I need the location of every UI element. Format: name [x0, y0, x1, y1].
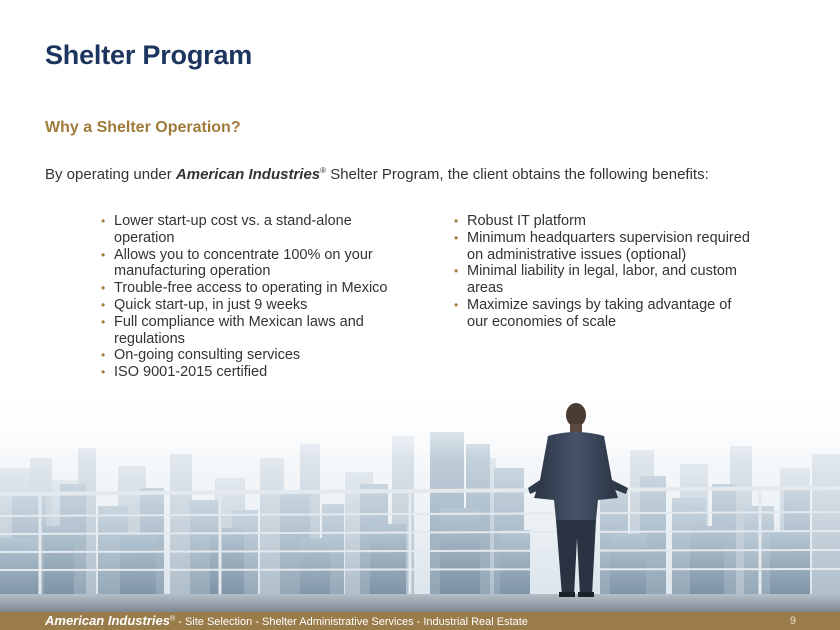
benefit-text: Allows you to concentrate 100% on your manufacturing operation [114, 246, 373, 280]
benefit-item [454, 230, 754, 264]
footer-bar [0, 612, 840, 630]
benefit-item [101, 364, 401, 381]
page-number: 9 [789, 615, 796, 627]
slide-subtitle: Why a Shelter Operation? [45, 119, 241, 136]
bullet-icon: • [454, 297, 459, 312]
bullet-icon: • [101, 214, 106, 228]
benefit-item [101, 314, 401, 348]
footer-brand: American Industries [45, 613, 170, 628]
benefit-item [101, 297, 401, 314]
benefit-text: Minimal liability in legal, labor, and custom areas [467, 263, 737, 297]
benefit-item [454, 263, 754, 297]
intro-before: By operating under [45, 166, 176, 183]
benefit-item [101, 347, 401, 364]
benefits-list-left [101, 213, 401, 381]
benefit-text: Minimum headquarters supervision required on administrative issues (optional) [467, 229, 750, 263]
footer-registered-mark: ® [170, 615, 176, 623]
footer-tagline: - Site Selection - Shelter Administrative Services - Industrial Real Estate [175, 616, 528, 628]
benefit-text: ISO 9001-2015 certified [114, 364, 268, 381]
city-skyline-illustration [0, 388, 840, 612]
benefit-item [454, 297, 754, 331]
bullet-icon: • [101, 247, 106, 262]
benefits-list-right [454, 213, 754, 331]
benefit-item [454, 213, 754, 230]
bullet-icon: • [101, 314, 106, 329]
benefit-item [101, 247, 401, 281]
benefit-text: Quick start-up, in just 9 weeks [114, 296, 308, 313]
bullet-icon: • [101, 297, 106, 312]
intro-after: Shelter Program, the client obtains the following benefits: [326, 166, 709, 183]
bullet-icon: • [454, 264, 459, 279]
bullet-icon: • [454, 214, 459, 228]
intro-registered-mark: ® [320, 166, 327, 175]
slide-title: Shelter Program [45, 40, 253, 70]
intro-brand: American Industries [175, 166, 321, 183]
benefit-text: Maximize savings by taking advantage of our economies of scale [467, 296, 732, 330]
intro-paragraph [45, 166, 709, 183]
bullet-icon: • [454, 230, 459, 245]
footer-text [45, 613, 528, 628]
benefit-item [101, 213, 401, 247]
benefit-text: Full compliance with Mexican laws and regulations [114, 313, 364, 347]
benefit-text: Trouble-free access to operating in Mexico [114, 280, 388, 297]
bullet-icon: • [101, 348, 106, 363]
bullet-icon: • [101, 365, 106, 380]
benefit-text: Robust IT platform [467, 213, 587, 229]
bullet-icon: • [101, 281, 106, 296]
benefit-text: On-going consulting services [114, 347, 301, 364]
benefit-item [101, 280, 401, 297]
benefit-text: Lower start-up cost vs. a stand-alone operation [114, 213, 352, 246]
